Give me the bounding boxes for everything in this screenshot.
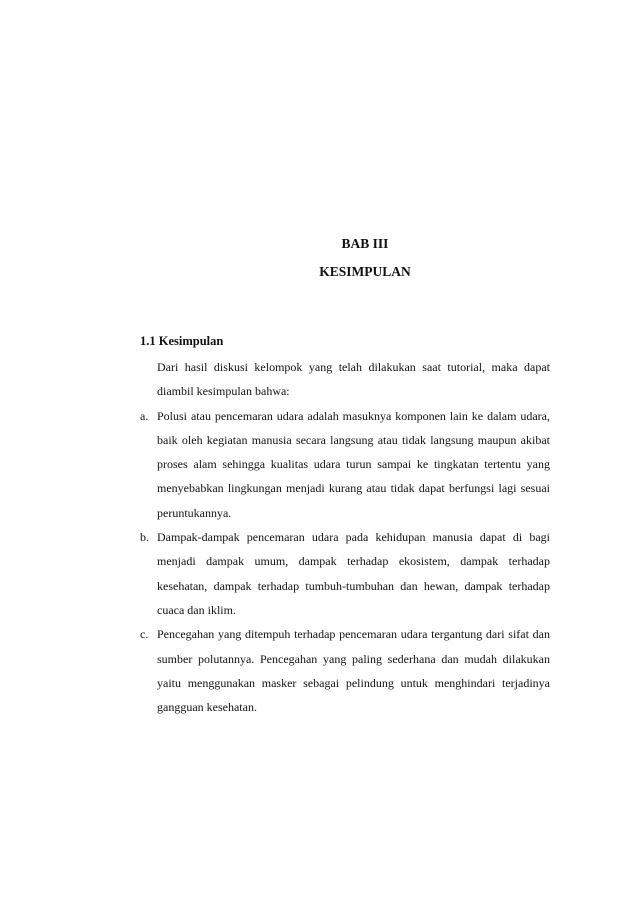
list-item-text: Polusi atau pencemaran udara adalah masuknya komponen lain ke dalam udara, baik oleh kegiatan manusia secara langsung atau tidak langsung maupun akibat proses alam sehingga kualitas udara turun sampai ke tingkatan tertentu yang menyebabkan lingkungan menjadi kurang atau tidak dapat berfungsi lagi sesuai peruntukannya. (157, 408, 550, 520)
conclusion-list (140, 404, 550, 720)
conclusion-item-a (140, 404, 550, 525)
section-heading: 1.1 Kesimpulan (140, 334, 224, 348)
conclusion-item-c (140, 622, 550, 719)
chapter-number: BAB III (341, 236, 389, 251)
list-marker: b. (140, 530, 149, 545)
conclusion-section (140, 333, 550, 719)
chapter-title: KESIMPULAN (319, 264, 411, 279)
section-intro-paragraph: Dari hasil diskusi kelompok yang telah dilakukan saat tutorial, maka dapat diambil kesimpulan bahwa: (157, 360, 550, 399)
list-marker: c. (140, 627, 149, 642)
conclusion-item-b (140, 525, 550, 622)
list-marker: a. (140, 408, 149, 423)
list-item-text: Pencegahan yang ditempuh terhadap pencemaran udara tergantung dari sifat dan sumber polutannya. Pencegahan yang paling sederhana dan mudah dilakukan yaitu menggunakan masker sebagai pelindung untuk menghindari terjadinya gangguan kesehatan. (157, 627, 550, 715)
list-item-text: Dampak-dampak pencemaran udara pada kehidupan manusia dapat di bagi menjadi dampak umum, dampak terhadap ekosistem, dampak terhadap kesehatan, dampak terhadap tumbuh-tumbuhan dan hewan, dampak terhadap cuaca dan iklim. (157, 530, 550, 617)
